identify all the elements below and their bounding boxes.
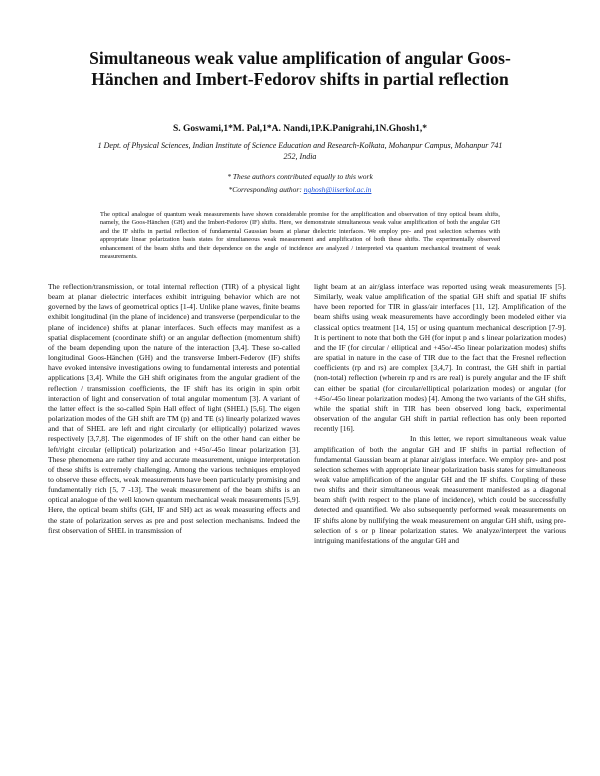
author-list: S. Goswami,1*M. Pal,1*A. Nandi,1P.K.Panigrahi,1N.Ghosh1,* [172,124,428,134]
email-link[interactable]: nghosh@iiserkol.ac.in [303,185,372,194]
abstract: The optical analogue of quantum weak measurements have shown considerable promise for the amplification and observation of tiny optical beam shifts, namely, the Goos-Hänchen (GH) and the Imbert-Fedorov (IF) shifts. Here, we demonstrate simultaneous weak value amplification of both the angular GH and the IF shifts in partial reflection of fundamental Gaussian beam at planar dielectric interfaces. We employ pre- and post selection schemes with appropriate linear polarization basis states for simultaneous weak measurement and amplification of both these shifts. The experimentally observed enhancement of the beam shifts and their dependence on the angle of incidence are analyzed / interpreted via quantum mechanical treatment of weak measurements. [100,211,500,261]
paper-title: Simultaneous weak value amplification of angular Goos-Hänchen and Imbert-Fedorov shifts in partial reflection [89,48,511,89]
corresponding-author-line [60,185,540,194]
body-left-column [48,282,300,536]
body-paragraph: light beam at an air/glass interface was reported using weak measurements [5]. Similarly, weak value amplification of the spatial GH shift and spatial IF shifts have been reported for TIR in glass/air interfaces [11, 12]. Amplification of the beam shifts using weak measurements have accordingly been modeled either via classical optics treatment [14, 15] or using quantum mechanical description [7-9]. It is pertinent to note that both the GH (for input p and s linear polarization modes) and the IF (for circular / elliptical and +45o/-45o linear polarization modes) shifts are spatial in nature in the case of TIR due to the fact that the Fresnel reflection coefficients (rp and rs) are complex [3,4,7]. In contrast, the GH shift in partial (non-total) reflection (wherein rp and rs are real) is purely angular and the IF shift can either be spatial (for circular/elliptical polarization modes) or angular (for +45o/-45o linear polarization modes) [4]. Among the two variants of the GH shifts, while the spatial shift in TIR has been observed long back, experimental observation of the angular GH shift in partial reflection has only been reported recently [16]. [314,282,566,434]
body-right-column [314,282,566,546]
equal-contribution-note: * These authors contributed equally to this work [227,172,373,181]
body-paragraph: The reflection/transmission, or total internal reflection (TIR) of a physical light beam at planar dielectric interfaces exhibit intriguing behavior which are not governed by the laws of geometrical optics [1-4]. Unlike plane waves, finite beams exhibit longitudinal (in the plane of incidence) and transverse (perpendicular to the plane of incidence) shifts at planar interfaces. Such effects may manifest as a spatial displacement (coordinate shift) or an angular deflection (momentum shift) of the beam depending upon the nature of the interaction [3,4]. These so-called longitudinal Goos-Hänchen (GH) and the transverse Imbert-Federov (IF) shifts have evoked intensive investigations owing to fundamental interests and potential applications [3,4]. While the GH shift originates from the angular gradient of the reflection / transmission coefficients, the IF shift has its origin in spin orbit interaction of light and conservation of total angular momentum [3]. A variant of the latter effect is the so-called Spin Hall effect of light (SHEL) [5,6]. The eigen polarization modes of the GH shift are TM (p) and TE (s) linearly polarized waves and that of SHEL are left and right circularly (or elliptically) polarized waves respectively [3,7,8]. The eigenmodes of IF shift on the other hand can either be left/right circular (elliptical) polarization and +45o/-45o linear polarization [3]. These phenomena are rather tiny and accurate measurement, unique interpretation of these shifts is extremely challenging. Among the various techniques employed to observe these effects, weak measurements have been particularly promising and fundamentally rich [5, 7 -13]. The weak measurement of the beam shifts is an optical analogue of the well known quantum mechanical weak measurements [5,9]. Here, the optical beam shifts (GH, IF and SH) act as weak measuring effects and the state of polarization serves as pre and post selection mechanisms. Indeed the first observation of SHEL in transmission of [48,282,300,535]
corresponding-author-label: *Corresponding author: [228,185,304,194]
body-paragraph: In this letter, we report simultaneous weak value amplification of both the angular GH and IF shifts in partial reflection of fundamental Gaussian beam at planar air/glass interface. We employ pre- and post selection schemes with appropriate linear polarization basis states for simultaneous weak value amplification of the angular GH and the IF shifts. Coupling of these two shifts and their simultaneous weak measurement manifested as a diagonal beam shift (with respect to the plane of incidence), which could be successfully detected and quantified. We also subsequently performed weak measurements on IF shifts alone by nullifying the weak measurement on angular GH shift, using pre-selection of s or p linear polarization states. We analyze/interpret the various intriguing manifestations of the angular GH and [314,434,566,545]
affiliation: 1 Dept. of Physical Sciences, Indian Institute of Science Education and Research-Kolkata, Mohanpur Campus, Mohanpur 741 252, India [97,141,503,161]
